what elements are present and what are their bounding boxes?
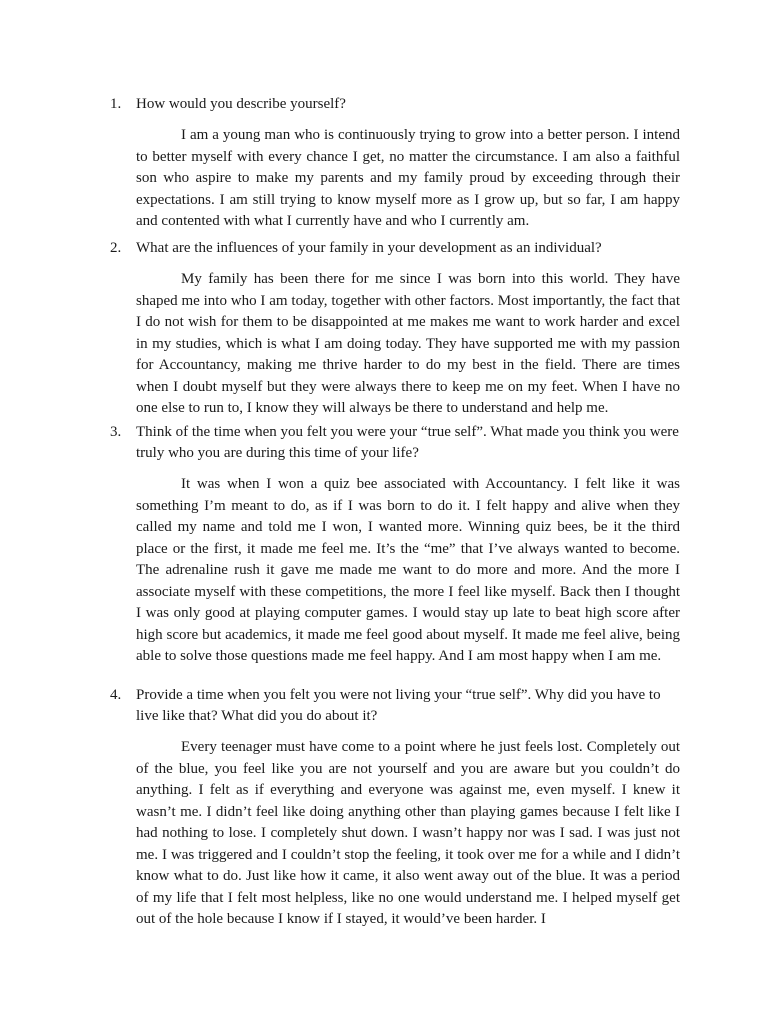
answer-4: Every teenager must have come to a point where he just feels lost. Completely out of the blue, you feel like you are not yourself and you are aware but you couldn’t do anything. I felt as if everything and everyone was against me, even myself. I knew it wasn’t me. I didn’t feel like doing anything other than playing games because I felt like I had nothing to lose. I completely shut down. I wasn’t happy nor was I sad. I was just not me. I was triggered and I couldn’t stop the feeling, it took over me for a while and I didn’t know what to do. Just like how it came, it also went away out of the blue. It was a period of my life that I felt most helpless, like no one would understand me. I helped myself get out of the hole because I know if I stayed, it would’ve been harder. I: [136, 739, 680, 927]
question-1: [110, 94, 680, 115]
answer-2: My family has been there for me since I was born into this world. They have shaped me into who I am today, together with other factors. Most importantly, the fact that I do not wish for them to be disappointed at me makes me want to work harder and excel in my studies, which is what I am doing today. They have supported me with my passion for Accountancy, making me thrive harder to do my best in the field. There are times when I doubt myself but they were always there to keep me on my feet. When I have no one else to run to, I know they will always be there to understand and help me.: [136, 271, 680, 416]
question-item-2: [110, 238, 680, 420]
question-text: What are the influences of your family in your development as an individual?: [136, 240, 602, 256]
question-item-4: [110, 685, 680, 931]
answer-1: I am a young man who is continuously trying to grow into a better person. I intend to better myself with every chance I get, no matter the circumstance. I am also a faithful son who aspire to make my parents and my family proud by exceeding through their expectations. I am still trying to know myself more as I grow up, but so far, I am happy and contented with what I currently have and who I currently am.: [136, 127, 680, 229]
question-3: [110, 422, 680, 464]
question-text: How would you describe yourself?: [136, 96, 346, 112]
question-text: Think of the time when you felt you were your “true self”. What made you think you were truly who you are during this time of your life?: [136, 424, 679, 461]
question-number: 2.: [110, 240, 122, 256]
question-item-1: [110, 94, 680, 233]
question-2: [110, 238, 680, 259]
answer-3: It was when I won a quiz bee associated with Accountancy. I felt like it was something I’m meant to do, as if I was born to do it. I felt happy and alive when they called my name and told me I won, I wanted more. Winning quiz bees, be it the third place or the first, it made me feel me. It’s the “me” that I’ve always wanted to become. The adrenaline rush it gave me made me want to do more and more. And the more I associate myself with these competitions, the more I feel like myself. Back then I thought I was only good at playing computer games. I would stay up late to beat high score after high score but academics, it made me feel good about myself. It made me feel alive, being able to solve those questions made me feel happy. And I am most happy when I am me.: [136, 476, 680, 664]
question-4: [110, 685, 680, 727]
question-text: Provide a time when you felt you were not living your “true self”. Why did you have to live like that? What did you do about it?: [136, 687, 661, 724]
question-item-3: [110, 422, 680, 668]
question-number: 1.: [110, 96, 122, 112]
question-number: 3.: [110, 424, 122, 440]
question-number: 4.: [110, 687, 122, 703]
